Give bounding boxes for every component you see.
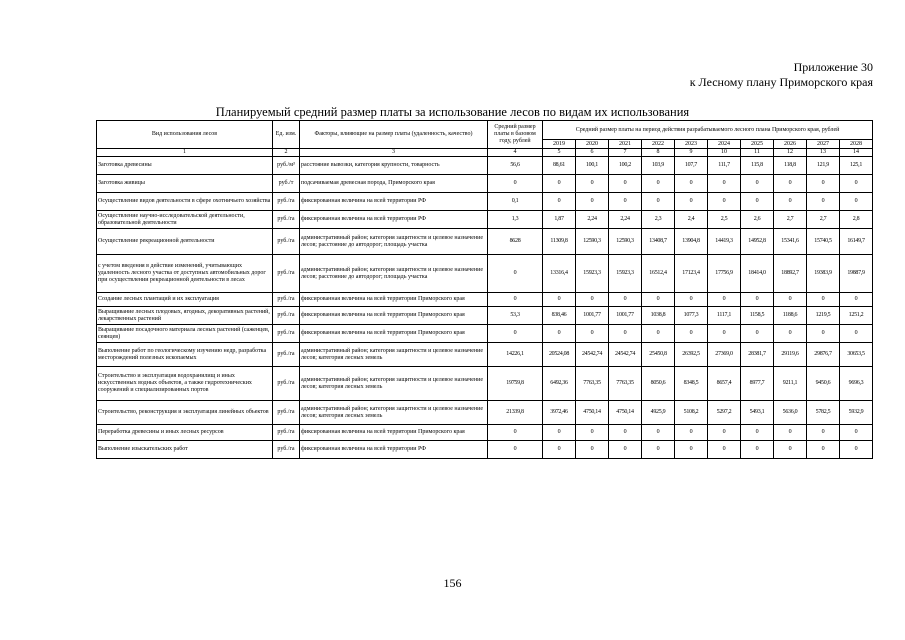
base-value-cell: 0: [488, 441, 543, 459]
year-value-cell: 15740,5: [807, 229, 840, 255]
use-type-cell: Строительство, реконструкция и эксплуатация линейных объектов: [97, 401, 273, 425]
base-value-cell: 0: [488, 175, 543, 193]
year-value-cell: 0: [609, 441, 642, 459]
use-type-cell: Осуществление научно-исследовательской деятельности, образовательной деятельности: [97, 211, 273, 229]
factor-cell: административный район; категория защитности и целевое назначение лесов; категория лесных земель: [300, 401, 488, 425]
use-type-cell: Выращивание посадочного материала лесных растений (саженцев, сеянцев): [97, 325, 273, 343]
header-year: 2026: [774, 140, 807, 149]
factor-cell: административный район; категория защитности и целевое назначение лесов; категория лесных земель: [300, 367, 488, 401]
use-type-cell: Выполнение работ по геологическому изучению недр, разработка месторождений полезных ископаемых: [97, 343, 273, 367]
table-row: [97, 441, 873, 459]
year-value-cell: 9696,3: [840, 367, 873, 401]
unit-cell: руб./м³: [273, 157, 300, 175]
factor-cell: фиксированная величина на всей территории РФ: [300, 193, 488, 211]
year-value-cell: 19383,9: [807, 255, 840, 293]
table-row: [97, 175, 873, 193]
table-row: [97, 367, 873, 401]
year-value-cell: 0: [708, 425, 741, 441]
table-row: [97, 325, 873, 343]
year-value-cell: 125,1: [840, 157, 873, 175]
unit-cell: руб./га: [273, 255, 300, 293]
header-factors: Факторы, влияющие на размер платы (удаленность, качество): [300, 121, 488, 149]
year-value-cell: 2,7: [774, 211, 807, 229]
unit-cell: руб./га: [273, 229, 300, 255]
year-value-cell: 13904,8: [675, 229, 708, 255]
year-value-cell: 24542,74: [609, 343, 642, 367]
year-value-cell: 0: [840, 325, 873, 343]
table-row: [97, 211, 873, 229]
unit-cell: руб./га: [273, 401, 300, 425]
year-value-cell: 0: [675, 325, 708, 343]
year-value-cell: 0: [774, 325, 807, 343]
unit-cell: руб./га: [273, 293, 300, 307]
year-value-cell: 1117,1: [708, 307, 741, 325]
year-value-cell: 0: [609, 325, 642, 343]
year-value-cell: 0: [840, 175, 873, 193]
table-body: [97, 157, 873, 459]
year-value-cell: 0: [642, 441, 675, 459]
year-value-cell: 30653,5: [840, 343, 873, 367]
base-value-cell: 19759,8: [488, 367, 543, 401]
table-row: [97, 343, 873, 367]
year-value-cell: 0: [840, 425, 873, 441]
fee-table: [96, 120, 873, 459]
year-value-cell: 26392,5: [675, 343, 708, 367]
column-number: 12: [774, 149, 807, 157]
year-value-cell: 0: [741, 325, 774, 343]
table-row: [97, 401, 873, 425]
year-value-cell: 13316,4: [543, 255, 576, 293]
header-year: 2024: [708, 140, 741, 149]
unit-cell: руб./га: [273, 211, 300, 229]
year-value-cell: 0: [609, 293, 642, 307]
year-value-cell: 0: [774, 175, 807, 193]
document-title: Планируемый средний размер платы за использование лесов по видам их использования: [215, 105, 690, 119]
year-value-cell: 0: [576, 175, 609, 193]
appendix-caption: [690, 60, 873, 90]
year-value-cell: 0: [807, 175, 840, 193]
year-value-cell: 0: [741, 441, 774, 459]
factor-cell: административный район; категория защитности и целевое назначение лесов; расстояние до автодорог; площадь участка: [300, 229, 488, 255]
base-value-cell: 0: [488, 425, 543, 441]
factor-cell: фиксированная величина на всей территории Приморского края: [300, 293, 488, 307]
year-value-cell: 17756,9: [708, 255, 741, 293]
factor-cell: фиксированная величина на всей территории Приморского края: [300, 307, 488, 325]
year-value-cell: 121,9: [807, 157, 840, 175]
header-year: 2022: [642, 140, 675, 149]
column-number: 6: [576, 149, 609, 157]
unit-cell: руб./га: [273, 307, 300, 325]
year-value-cell: 8050,6: [642, 367, 675, 401]
base-value-cell: 21339,8: [488, 401, 543, 425]
year-value-cell: 1188,6: [774, 307, 807, 325]
year-value-cell: 0: [807, 441, 840, 459]
year-value-cell: 0: [543, 193, 576, 211]
use-type-cell: Выращивание лесных плодовых, ягодных, декоративных растений, лекарственных растений: [97, 307, 273, 325]
year-value-cell: 24542,74: [576, 343, 609, 367]
year-value-cell: 13408,7: [642, 229, 675, 255]
header-year: 2021: [609, 140, 642, 149]
use-type-cell: Заготовка древесины: [97, 157, 273, 175]
year-value-cell: 14952,8: [741, 229, 774, 255]
table-row: [97, 157, 873, 175]
year-value-cell: 0: [708, 175, 741, 193]
table-row: [97, 307, 873, 325]
year-value-cell: 9211,1: [774, 367, 807, 401]
use-type-cell: с учетом введения в действие изменений, учитывающих удаленность лесного участка от доступных автомобильных дорог при осуществлении рекреационной деятельности в лесах: [97, 255, 273, 293]
unit-cell: руб./га: [273, 343, 300, 367]
year-value-cell: 19887,9: [840, 255, 873, 293]
year-value-cell: 0: [807, 325, 840, 343]
year-value-cell: 7763,35: [609, 367, 642, 401]
year-value-cell: 0: [774, 425, 807, 441]
year-value-cell: 2,24: [576, 211, 609, 229]
year-value-cell: 0: [774, 293, 807, 307]
year-value-cell: 2,3: [642, 211, 675, 229]
year-value-cell: 0: [576, 193, 609, 211]
year-value-cell: 0: [774, 193, 807, 211]
year-value-cell: 0: [642, 293, 675, 307]
year-value-cell: 0: [708, 441, 741, 459]
year-value-cell: 1,87: [543, 211, 576, 229]
year-value-cell: 1219,5: [807, 307, 840, 325]
unit-cell: руб./га: [273, 193, 300, 211]
year-value-cell: 0: [840, 441, 873, 459]
column-number: 3: [300, 149, 488, 157]
year-value-cell: 838,46: [543, 307, 576, 325]
header-year: 2019: [543, 140, 576, 149]
use-type-cell: Выполнение изыскательских работ: [97, 441, 273, 459]
year-value-cell: 20524,08: [543, 343, 576, 367]
base-value-cell: 0: [488, 325, 543, 343]
year-value-cell: 0: [675, 175, 708, 193]
year-value-cell: 0: [741, 425, 774, 441]
year-value-cell: 0: [576, 441, 609, 459]
year-value-cell: 2,8: [840, 211, 873, 229]
year-value-cell: 9450,6: [807, 367, 840, 401]
base-value-cell: 53,3: [488, 307, 543, 325]
unit-cell: руб./т: [273, 175, 300, 193]
header-period: Средний размер платы на период действия разрабатываемого лесного плана Приморского края, рублей: [543, 121, 873, 140]
column-number: 5: [543, 149, 576, 157]
column-number: 14: [840, 149, 873, 157]
table-row: [97, 425, 873, 441]
column-number: 2: [273, 149, 300, 157]
year-value-cell: 0: [543, 425, 576, 441]
year-value-cell: 2,24: [609, 211, 642, 229]
base-value-cell: 1,3: [488, 211, 543, 229]
table-row: [97, 193, 873, 211]
year-value-cell: 29119,6: [774, 343, 807, 367]
table-row: [97, 293, 873, 307]
header-use-type: Вид использования лесов: [97, 121, 273, 149]
year-value-cell: 5493,1: [741, 401, 774, 425]
table-header: [97, 121, 873, 157]
base-value-cell: 56,6: [488, 157, 543, 175]
year-value-cell: 1001,77: [609, 307, 642, 325]
unit-cell: руб./га: [273, 441, 300, 459]
year-value-cell: 6492,36: [543, 367, 576, 401]
year-value-cell: 4925,9: [642, 401, 675, 425]
year-value-cell: 0: [543, 325, 576, 343]
year-value-cell: 5636,0: [774, 401, 807, 425]
year-value-cell: 2,4: [675, 211, 708, 229]
unit-cell: руб./га: [273, 367, 300, 401]
year-value-cell: 15341,6: [774, 229, 807, 255]
header-year: 2023: [675, 140, 708, 149]
year-value-cell: 0: [675, 293, 708, 307]
year-value-cell: 0: [609, 425, 642, 441]
year-value-cell: 0: [840, 293, 873, 307]
use-type-cell: Осуществление видов деятельности в сфере охотничьего хозяйства: [97, 193, 273, 211]
year-value-cell: 12590,3: [576, 229, 609, 255]
year-value-cell: 8348,5: [675, 367, 708, 401]
year-value-cell: 4750,14: [576, 401, 609, 425]
factor-cell: фиксированная величина на всей территории РФ: [300, 211, 488, 229]
year-value-cell: 107,7: [675, 157, 708, 175]
use-type-cell: Осуществление рекреационной деятельности: [97, 229, 273, 255]
year-value-cell: 0: [741, 293, 774, 307]
year-value-cell: 100,1: [576, 157, 609, 175]
header-unit: Ед. изм.: [273, 121, 300, 149]
factor-cell: фиксированная величина на всей территории Приморского края: [300, 325, 488, 343]
column-number: 7: [609, 149, 642, 157]
use-type-cell: Переработка древесины и иных лесных ресурсов: [97, 425, 273, 441]
header-year: 2020: [576, 140, 609, 149]
page-number: 156: [443, 576, 462, 590]
year-value-cell: 0: [642, 175, 675, 193]
appendix-reference: к Лесному плану Приморского края: [689, 75, 873, 89]
year-value-cell: 18892,7: [774, 255, 807, 293]
year-value-cell: 1001,77: [576, 307, 609, 325]
header-base-year: Средний размер платы в базовом году, рублей: [488, 121, 543, 149]
column-number: 13: [807, 149, 840, 157]
column-number: 10: [708, 149, 741, 157]
year-value-cell: 0: [675, 441, 708, 459]
year-value-cell: 15923,3: [609, 255, 642, 293]
column-number: 11: [741, 149, 774, 157]
year-value-cell: 0: [675, 425, 708, 441]
year-value-cell: 0: [741, 175, 774, 193]
year-value-cell: 16149,7: [840, 229, 873, 255]
table-row: [97, 229, 873, 255]
year-value-cell: 0: [807, 293, 840, 307]
header-year: 2025: [741, 140, 774, 149]
year-value-cell: 2,5: [708, 211, 741, 229]
year-value-cell: 27369,0: [708, 343, 741, 367]
year-value-cell: 103,9: [642, 157, 675, 175]
year-value-cell: 1158,5: [741, 307, 774, 325]
unit-cell: руб./га: [273, 425, 300, 441]
header-year: 2028: [840, 140, 873, 149]
year-value-cell: 111,7: [708, 157, 741, 175]
appendix-number: Приложение 30: [793, 60, 873, 74]
factor-cell: административный район; категория защитности и целевое назначение лесов; расстояние до автодорог; площадь участка: [300, 255, 488, 293]
year-value-cell: 0: [774, 441, 807, 459]
year-value-cell: 0: [708, 193, 741, 211]
year-value-cell: 0: [807, 193, 840, 211]
column-number: 1: [97, 149, 273, 157]
year-value-cell: 0: [576, 293, 609, 307]
year-value-cell: 28381,7: [741, 343, 774, 367]
year-value-cell: 0: [543, 175, 576, 193]
year-value-cell: 88,61: [543, 157, 576, 175]
column-number: 4: [488, 149, 543, 157]
year-value-cell: 5782,5: [807, 401, 840, 425]
year-value-cell: 0: [642, 325, 675, 343]
year-value-cell: 0: [543, 293, 576, 307]
year-value-cell: 1077,3: [675, 307, 708, 325]
year-value-cell: 29876,7: [807, 343, 840, 367]
year-value-cell: 0: [708, 325, 741, 343]
year-value-cell: 11309,8: [543, 229, 576, 255]
factor-cell: фиксированная величина на всей территории Приморского края: [300, 425, 488, 441]
year-value-cell: 5297,2: [708, 401, 741, 425]
year-value-cell: 8977,7: [741, 367, 774, 401]
year-value-cell: 5108,2: [675, 401, 708, 425]
year-value-cell: 100,2: [609, 157, 642, 175]
year-value-cell: 16512,4: [642, 255, 675, 293]
year-value-cell: 17123,4: [675, 255, 708, 293]
table-row: [97, 255, 873, 293]
base-value-cell: 8628: [488, 229, 543, 255]
year-value-cell: 2,6: [741, 211, 774, 229]
year-value-cell: 1251,2: [840, 307, 873, 325]
use-type-cell: Заготовка живицы: [97, 175, 273, 193]
base-value-cell: 0: [488, 293, 543, 307]
year-value-cell: 2,7: [807, 211, 840, 229]
year-value-cell: 0: [609, 193, 642, 211]
year-value-cell: 3972,46: [543, 401, 576, 425]
year-value-cell: 0: [609, 175, 642, 193]
year-value-cell: 18414,0: [741, 255, 774, 293]
base-value-cell: 14226,1: [488, 343, 543, 367]
year-value-cell: 5932,9: [840, 401, 873, 425]
year-value-cell: 25450,8: [642, 343, 675, 367]
year-value-cell: 0: [741, 193, 774, 211]
year-value-cell: 1038,8: [642, 307, 675, 325]
year-value-cell: 115,8: [741, 157, 774, 175]
year-value-cell: 0: [642, 193, 675, 211]
year-value-cell: 0: [576, 425, 609, 441]
year-value-cell: 4750,14: [609, 401, 642, 425]
unit-cell: руб./га: [273, 325, 300, 343]
year-value-cell: 118,8: [774, 157, 807, 175]
year-value-cell: 0: [708, 293, 741, 307]
year-value-cell: 0: [543, 441, 576, 459]
year-value-cell: 0: [675, 193, 708, 211]
year-value-cell: 0: [840, 193, 873, 211]
use-type-cell: Создание лесных плантаций и их эксплуатация: [97, 293, 273, 307]
column-number: 9: [675, 149, 708, 157]
base-value-cell: 0: [488, 255, 543, 293]
year-value-cell: 0: [807, 425, 840, 441]
factor-cell: расстояние вывозки, категория крупности, товарность: [300, 157, 488, 175]
factor-cell: административный район; категория защитности и целевое назначение лесов; категория лесных земель: [300, 343, 488, 367]
column-number: 8: [642, 149, 675, 157]
header-year: 2027: [807, 140, 840, 149]
year-value-cell: 7763,35: [576, 367, 609, 401]
year-value-cell: 0: [642, 425, 675, 441]
factor-cell: фиксированная величина на всей территории РФ: [300, 441, 488, 459]
base-value-cell: 0,1: [488, 193, 543, 211]
year-value-cell: 8657,4: [708, 367, 741, 401]
year-value-cell: 14419,3: [708, 229, 741, 255]
year-value-cell: 15923,3: [576, 255, 609, 293]
factor-cell: подсачиваемая древесная порода, Приморского края: [300, 175, 488, 193]
year-value-cell: 0: [576, 325, 609, 343]
use-type-cell: Строительство и эксплуатация водохранилищ и иных искусственных водных объектов, а также гидротехнических сооружений и специализированных портов: [97, 367, 273, 401]
year-value-cell: 12590,3: [609, 229, 642, 255]
